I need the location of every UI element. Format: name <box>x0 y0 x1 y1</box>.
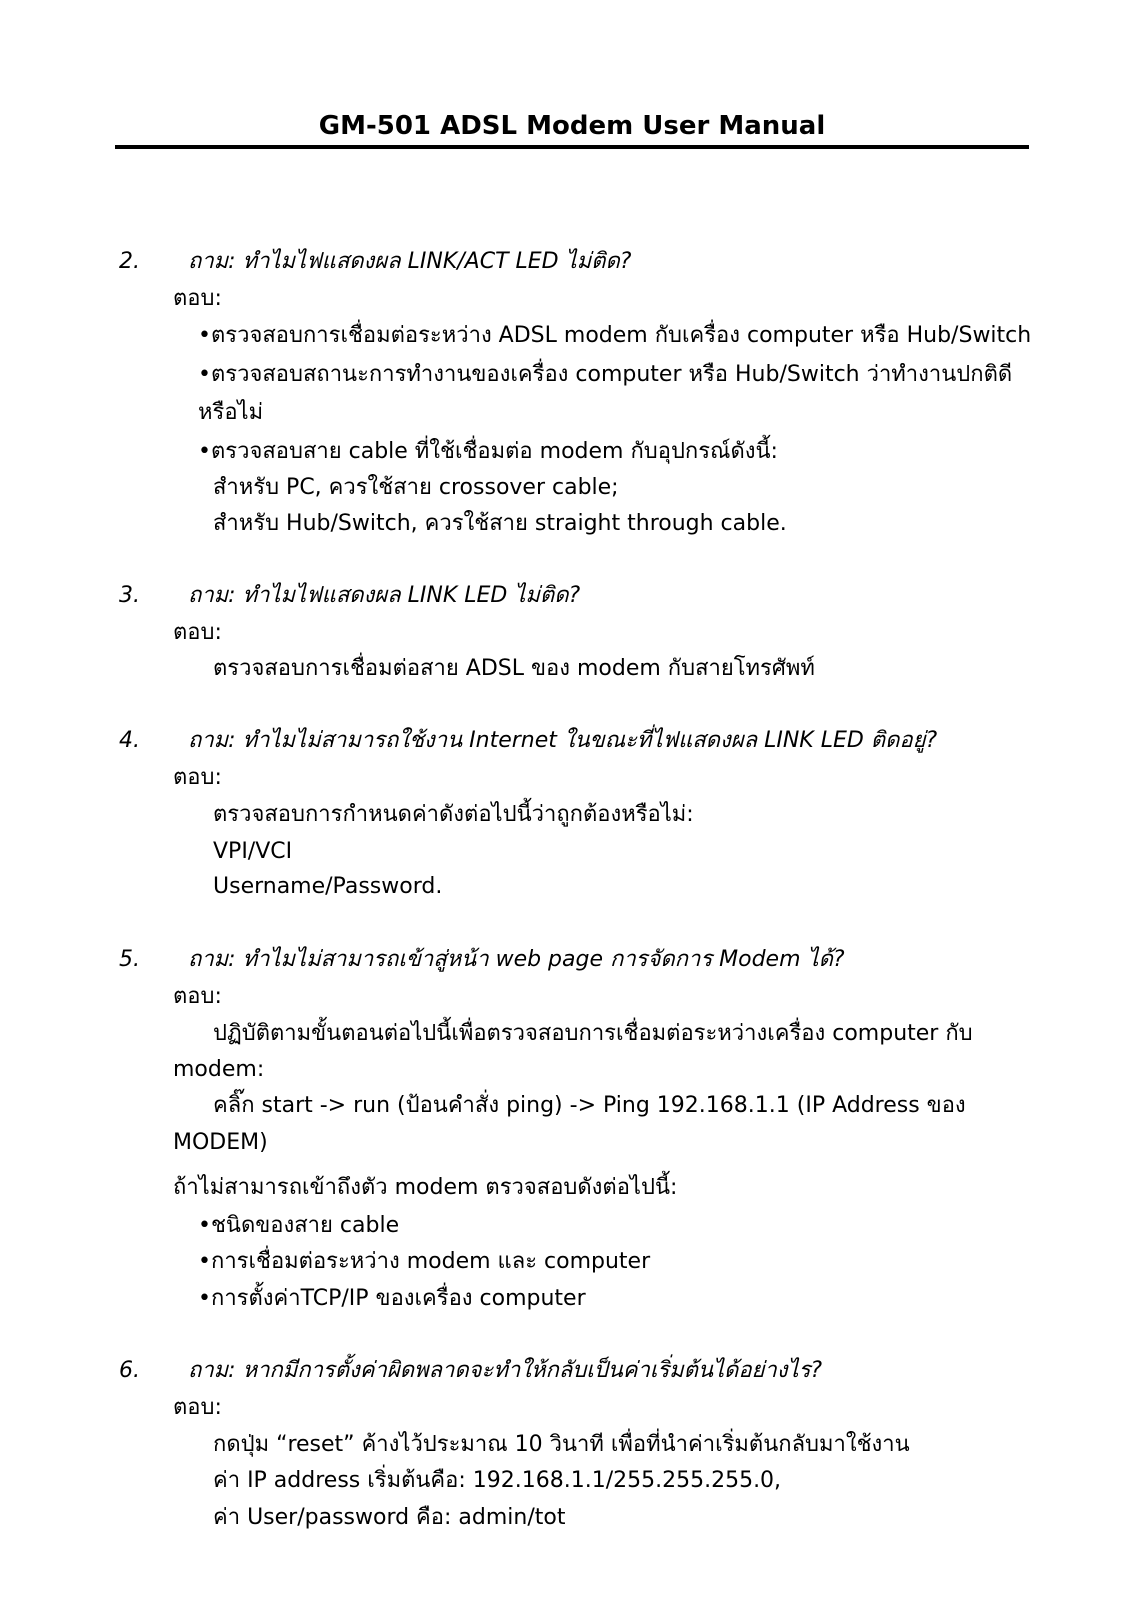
bullet-text: ตรวจสอบการเชื่อมต่อระหว่าง ADSL modem กับเครื่อง computer หรือ Hub/Switch <box>211 323 1032 348</box>
answer-line: ถ้าไม่สามารถเข้าถึงตัว modem ตรวจสอบดังต่อไปนี้: <box>173 1175 678 1200</box>
answer-line: Username/Password. <box>213 874 443 899</box>
answer-label: ตอบ: <box>173 984 222 1009</box>
answer-line: กดปุ่ม “reset” ค้างไว้ประมาณ 10 วินาที เพื่อที่นำค่าเริ่มต้นกลับมาใช้งาน <box>213 1432 910 1457</box>
faq-question: ถาม: ทำไมไม่สามารถเข้าสู่หน้า web page การจัดการ Modem ได้? <box>188 947 845 972</box>
answer-line: สำหรับ Hub/Switch, ควรใช้สาย straight through cable. <box>213 511 787 536</box>
answer-line: MODEM) <box>173 1130 268 1155</box>
bullet-item <box>198 361 1012 389</box>
bullet-dot: • <box>198 1286 211 1311</box>
bullet-dot: • <box>198 362 211 387</box>
bullet-item <box>198 1248 650 1276</box>
answer-line: ค่า User/password คือ: admin/tot <box>213 1505 566 1530</box>
faq-number: 3. <box>119 583 140 608</box>
faq-number: 6. <box>119 1358 140 1383</box>
title-underline <box>115 145 1029 149</box>
bullet-dot: • <box>198 439 211 464</box>
faq-question: ถาม: ทำไมไฟแสดงผล LINK LED ไม่ติด? <box>188 583 581 608</box>
document-title: GM-501 ADSL Modem User Manual <box>318 111 826 141</box>
faq-number: 4. <box>119 728 140 753</box>
answer-line: ปฏิบัติตามขั้นตอนต่อไปนี้เพื่อตรวจสอบการเชื่อมต่อระหว่างเครื่อง computer กับ <box>213 1021 973 1046</box>
bullet-item <box>198 322 1031 350</box>
bullet-text: การเชื่อมต่อระหว่าง modem และ computer <box>211 1249 651 1274</box>
answer-label: ตอบ: <box>173 286 222 311</box>
bullet-text: ตรวจสอบสาย cable ที่ใช้เชื่อมต่อ modem กับอุปกรณ์ดังนี้: <box>211 439 778 464</box>
faq-number: 2. <box>119 249 140 274</box>
answer-label: ตอบ: <box>173 620 222 645</box>
bullet-item <box>198 1212 399 1240</box>
answer-label: ตอบ: <box>173 765 222 790</box>
bullet-dot: • <box>198 1249 211 1274</box>
answer-label: ตอบ: <box>173 1395 222 1420</box>
faq-number: 5. <box>119 947 140 972</box>
answer-line: ตรวจสอบการเชื่อมต่อสาย ADSL ของ modem กับสายโทรศัพท์ <box>213 656 815 681</box>
answer-line: modem: <box>173 1057 265 1082</box>
answer-line: ค่า IP address เริ่มต้นคือ: 192.168.1.1/255.255.255.0, <box>213 1468 782 1493</box>
faq-question: ถาม: หากมีการตั้งค่าผิดพลาดจะทำให้กลับเป็นค่าเริ่มต้นได้อย่างไร? <box>188 1358 823 1383</box>
bullet-text: ตรวจสอบสถานะการทำงานของเครื่อง computer หรือ Hub/Switch ว่าทำงานปกติดี <box>211 362 1013 387</box>
bullet-continuation: หรือไม่ <box>198 400 264 425</box>
bullet-dot: • <box>198 1213 211 1238</box>
faq-question: ถาม: ทำไมไฟแสดงผล LINK/ACT LED ไม่ติด? <box>188 249 632 274</box>
bullet-dot: • <box>198 323 211 348</box>
faq-question: ถาม: ทำไมไม่สามารถใช้งาน Internet ในขณะที่ไฟแสดงผล LINK LED ติดอยู่? <box>188 728 938 753</box>
answer-line: ตรวจสอบการกำหนดค่าดังต่อไปนี้ว่าถูกต้องหรือไม่: <box>213 802 694 827</box>
bullet-item <box>198 1285 586 1313</box>
bullet-text: การตั้งค่าTCP/IP ของเครื่อง computer <box>211 1286 586 1311</box>
answer-line: VPI/VCI <box>213 839 293 864</box>
bullet-text: ชนิดของสาย cable <box>211 1213 400 1238</box>
answer-line: คลิ๊ก start -> run (ป้อนคำสั่ง ping) -> Ping 192.168.1.1 (IP Address ของ <box>213 1093 966 1118</box>
bullet-item <box>198 438 778 466</box>
answer-line: สำหรับ PC, ควรใช้สาย crossover cable; <box>213 475 619 500</box>
